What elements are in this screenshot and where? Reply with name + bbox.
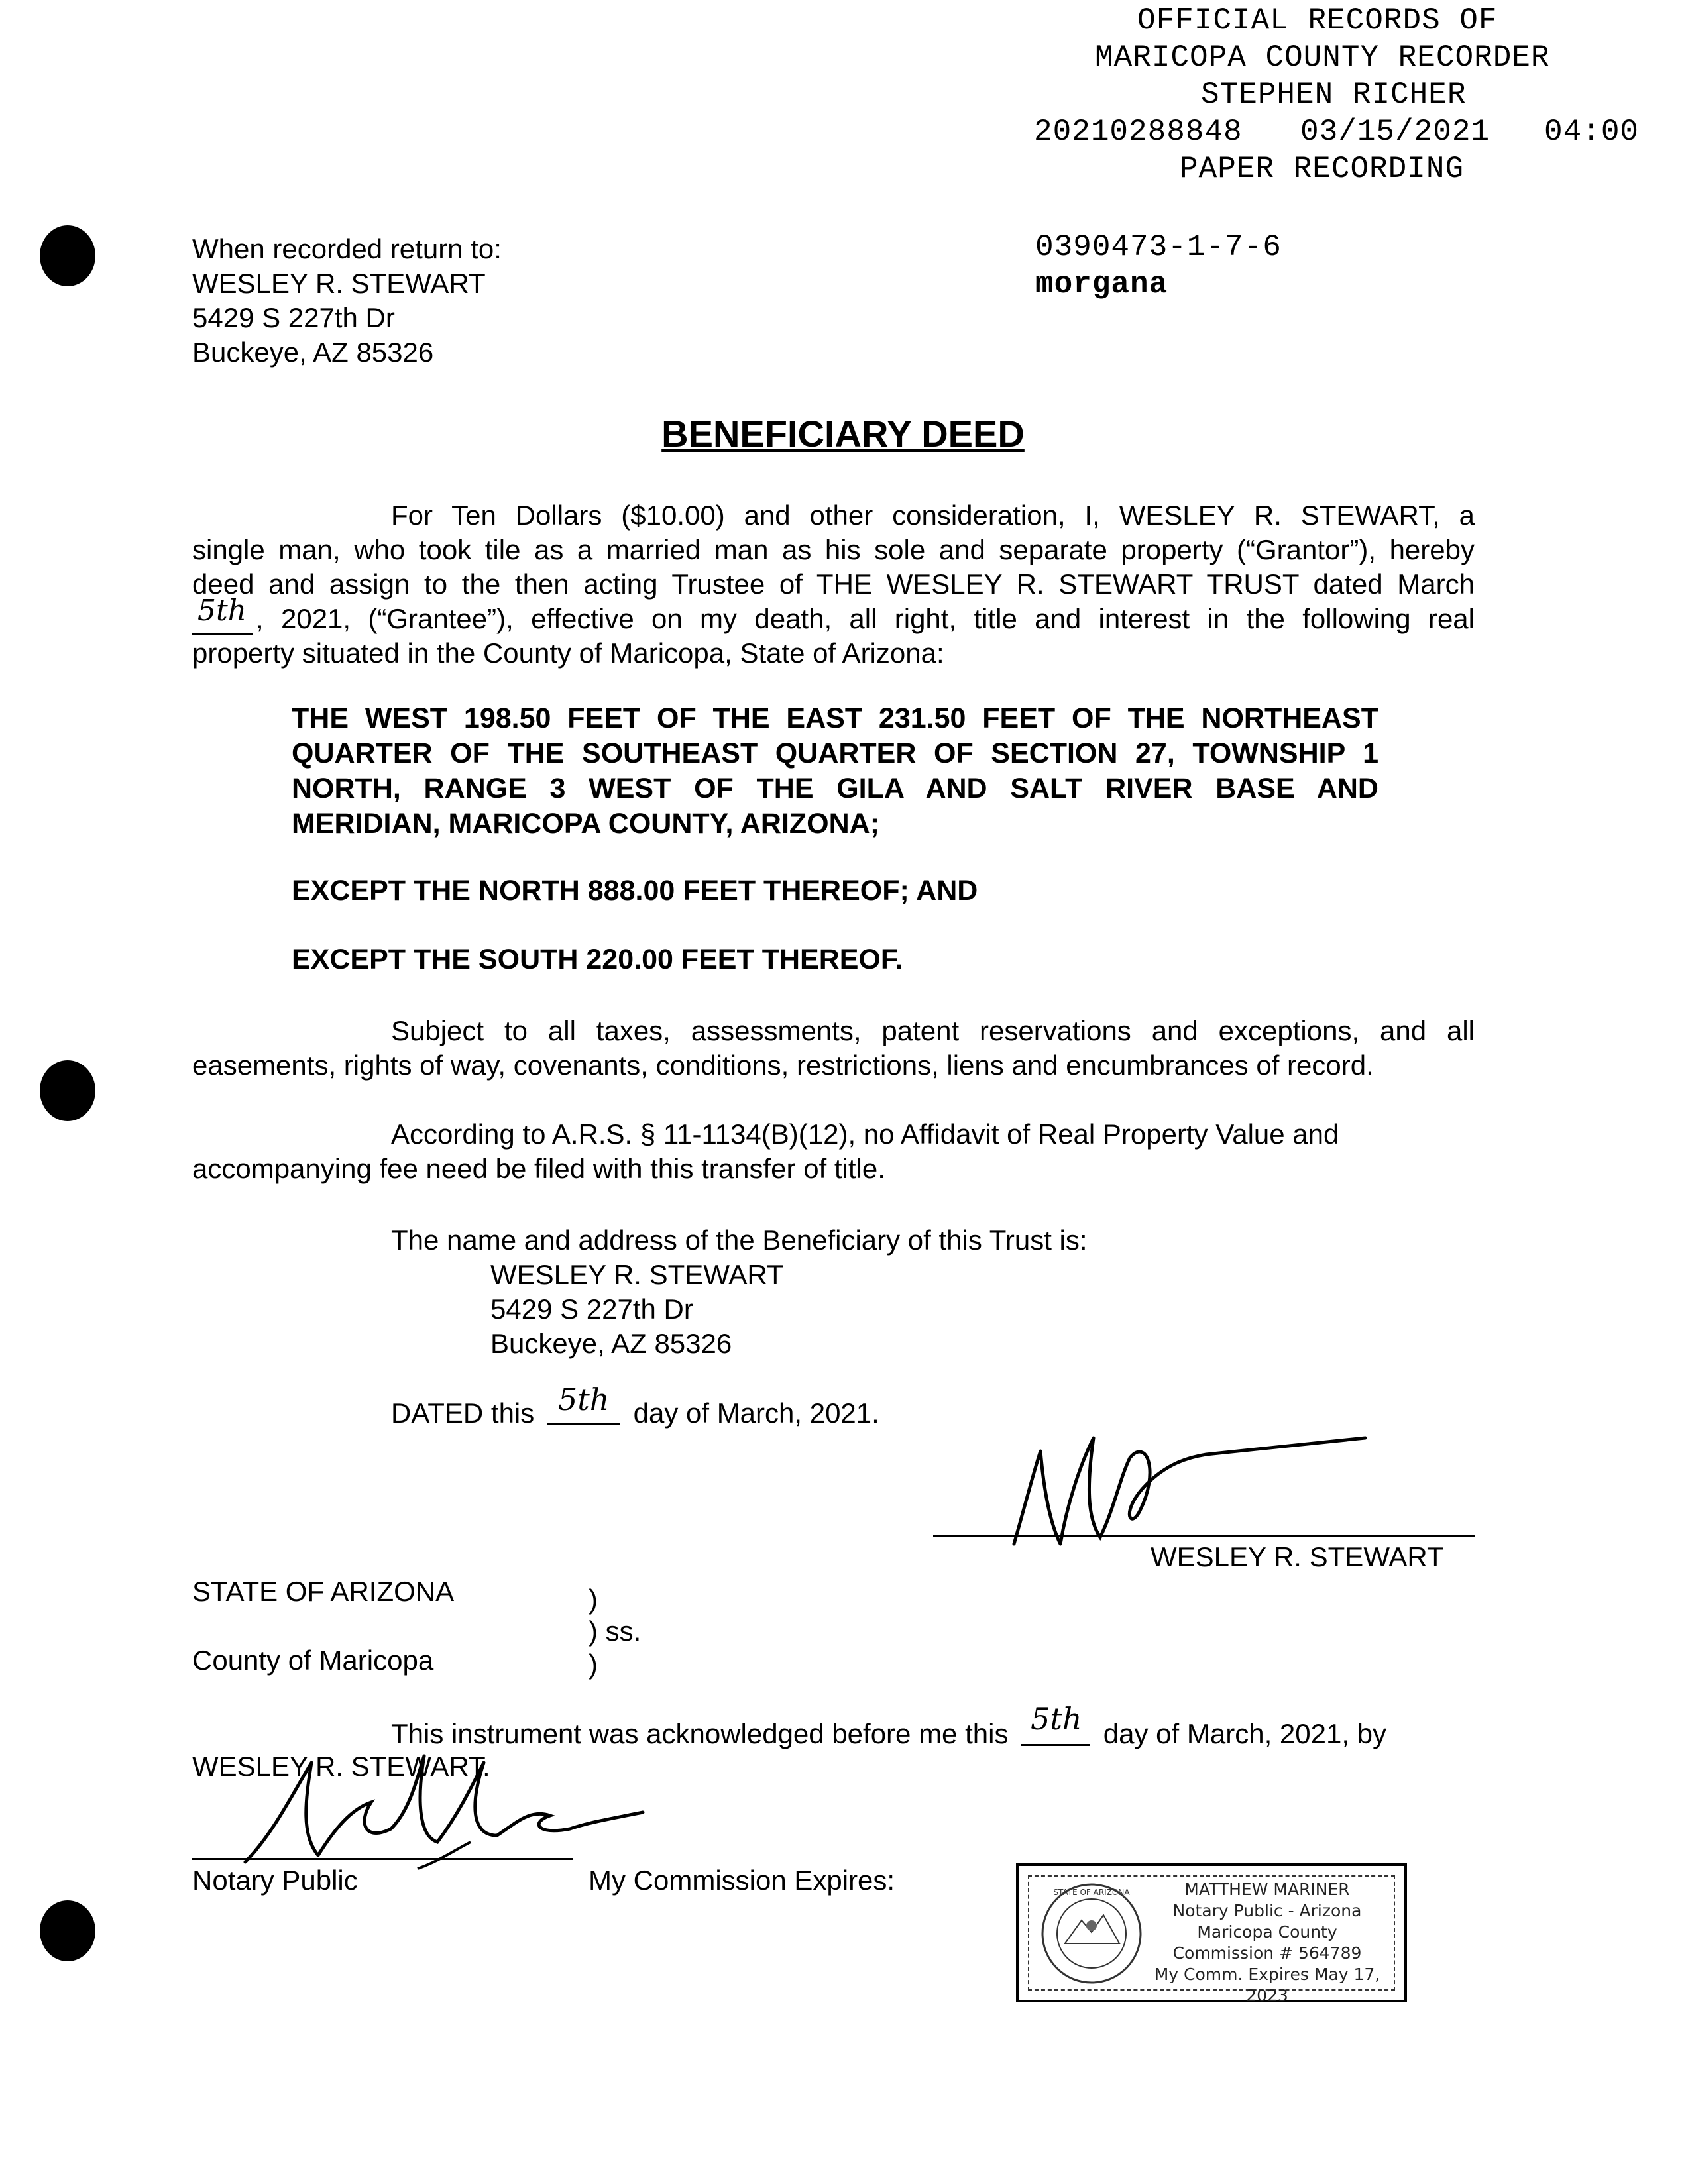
venue-state: STATE OF ARIZONA	[192, 1576, 455, 1607]
seal-county: Maricopa County	[1197, 1922, 1337, 1941]
grantor-signature-label: WESLEY R. STEWART	[1151, 1541, 1444, 1572]
grantor-signature-line	[933, 1535, 1475, 1537]
paragraph-line: deed and assign to the then acting Trustee of THE WESLEY R. STEWART TRUST dated March	[192, 569, 1475, 600]
beneficiary-intro: The name and address of the Beneficiary of this Trust is:	[391, 1225, 1088, 1256]
subject-to-paragraph	[192, 1014, 1475, 1083]
stamp-batch-id: 0390473-1-7-6	[1035, 230, 1282, 264]
dated-day-blank	[547, 1382, 620, 1425]
acknowledgment-prefix: This instrument was acknowledged before me this	[391, 1718, 1009, 1749]
paragraph-line: Subject to all taxes, assessments, patent reservations and exceptions, and all	[391, 1015, 1475, 1046]
notary-signature	[219, 1736, 683, 1875]
dated-prefix: DATED this	[391, 1397, 535, 1429]
notary-signature-line	[192, 1858, 573, 1860]
acknowledgment-day: 5th	[1031, 1701, 1082, 1737]
handwritten-day: 5th	[197, 594, 247, 628]
binder-hole-middle	[40, 1060, 95, 1121]
seal-text	[1141, 1879, 1393, 2006]
notary-seal-stamp	[1016, 1863, 1407, 2005]
paragraph-line: easements, rights of way, covenants, conditions, restrictions, liens and encumbrances of record.	[192, 1050, 1374, 1081]
venue-paren-1: )	[589, 1584, 598, 1615]
venue-ss: ) ss.	[589, 1615, 642, 1647]
legal-line: NORTH, RANGE 3 WEST OF THE GILA AND SALT RIVER BASE AND	[292, 773, 1378, 804]
paragraph-line: According to A.R.S. § 11-1134(B)(12), no Affidavit of Real Property Value and	[391, 1119, 1339, 1150]
stamp-line-3: STEPHEN RICHER	[1201, 78, 1467, 112]
affidavit-paragraph	[192, 1117, 1339, 1186]
stamp-line-2: MARICOPA COUNTY RECORDER	[1095, 40, 1550, 75]
binder-hole-top	[40, 225, 95, 286]
return-to-city: Buckeye, AZ 85326	[192, 337, 434, 368]
venue-county: County of Maricopa	[192, 1645, 434, 1676]
seal-notary-name: MATTHEW MARINER	[1184, 1880, 1350, 1899]
seal-expires: My Comm. Expires May 17, 2023	[1154, 1965, 1380, 2005]
stamp-line-1: OFFICIAL RECORDS OF	[1137, 3, 1498, 38]
beneficiary-city: Buckeye, AZ 85326	[490, 1328, 732, 1359]
acknowledgment-name: WESLEY R. STEWART.	[192, 1751, 490, 1782]
beneficiary-street: 5429 S 227th Dr	[490, 1293, 693, 1325]
paragraph-line-with-day	[192, 594, 1475, 636]
binder-hole-bottom	[40, 1900, 95, 1961]
dated-suffix: day of March, 2021.	[633, 1397, 879, 1429]
stamp-clerk: morgana	[1035, 267, 1168, 301]
return-to-street: 5429 S 227th Dr	[192, 302, 395, 333]
notary-label: Notary Public	[192, 1865, 358, 1896]
paragraph-line: For Ten Dollars ($10.00) and other consideration, I, WESLEY R. STEWART, a	[391, 500, 1475, 531]
stamp-time: 04:00	[1544, 115, 1640, 149]
venue-paren-3: )	[589, 1649, 598, 1680]
paragraph-line: single man, who took tile as a married man as his sole and separate property (“Grantor”), hereby	[192, 534, 1475, 565]
legal-line: QUARTER OF THE SOUTHEAST QUARTER OF SECTION 27, TOWNSHIP 1	[292, 737, 1378, 769]
dated-line	[391, 1382, 879, 1431]
return-to-label: When recorded return to:	[192, 233, 502, 264]
dated-day: 5th	[557, 1382, 610, 1417]
acknowledgment-suffix: day of March, 2021, by	[1103, 1718, 1387, 1749]
acknowledgment-day-blank	[1021, 1701, 1090, 1746]
seal-ring-text: STATE OF ARIZONA	[1053, 1888, 1130, 1897]
return-to-block	[192, 232, 502, 370]
legal-line: MERIDIAN, MARICOPA COUNTY, ARIZONA;	[292, 808, 880, 840]
beneficiary-name: WESLEY R. STEWART	[490, 1259, 784, 1290]
paragraph-line: accompanying fee need be filed with this transfer of title.	[192, 1153, 885, 1184]
legal-except-north: EXCEPT THE NORTH 888.00 FEET THEREOF; AND	[292, 875, 978, 906]
handwritten-day-blank	[192, 594, 253, 635]
commission-expires-label: My Commission Expires:	[589, 1865, 895, 1896]
stamp-fee-number: 20210288848	[1034, 115, 1243, 149]
stamp-line-5: PAPER RECORDING	[1180, 152, 1465, 186]
legal-line: THE WEST 198.50 FEET OF THE EAST 231.50 FEET OF THE NORTHEAST	[292, 702, 1378, 734]
seal-commission: Commission # 564789	[1172, 1943, 1362, 1963]
arizona-seal-icon	[1039, 1881, 1145, 1987]
paragraph-line: property situated in the County of Maricopa, State of Arizona:	[192, 637, 944, 669]
legal-description	[292, 701, 1378, 842]
document-title: BENEFICIARY DEED	[661, 413, 1025, 455]
return-to-name: WESLEY R. STEWART	[192, 268, 486, 299]
paragraph-line: , 2021, (“Grantee”), effective on my death, all right, title and interest in the following real	[256, 603, 1475, 634]
seal-notary-title: Notary Public - Arizona	[1172, 1901, 1362, 1920]
consideration-paragraph	[192, 498, 1475, 671]
beneficiary-block	[391, 1223, 1088, 1361]
legal-except-south: EXCEPT THE SOUTH 220.00 FEET THEREOF.	[292, 944, 903, 975]
stamp-date: 03/15/2021	[1300, 115, 1490, 149]
